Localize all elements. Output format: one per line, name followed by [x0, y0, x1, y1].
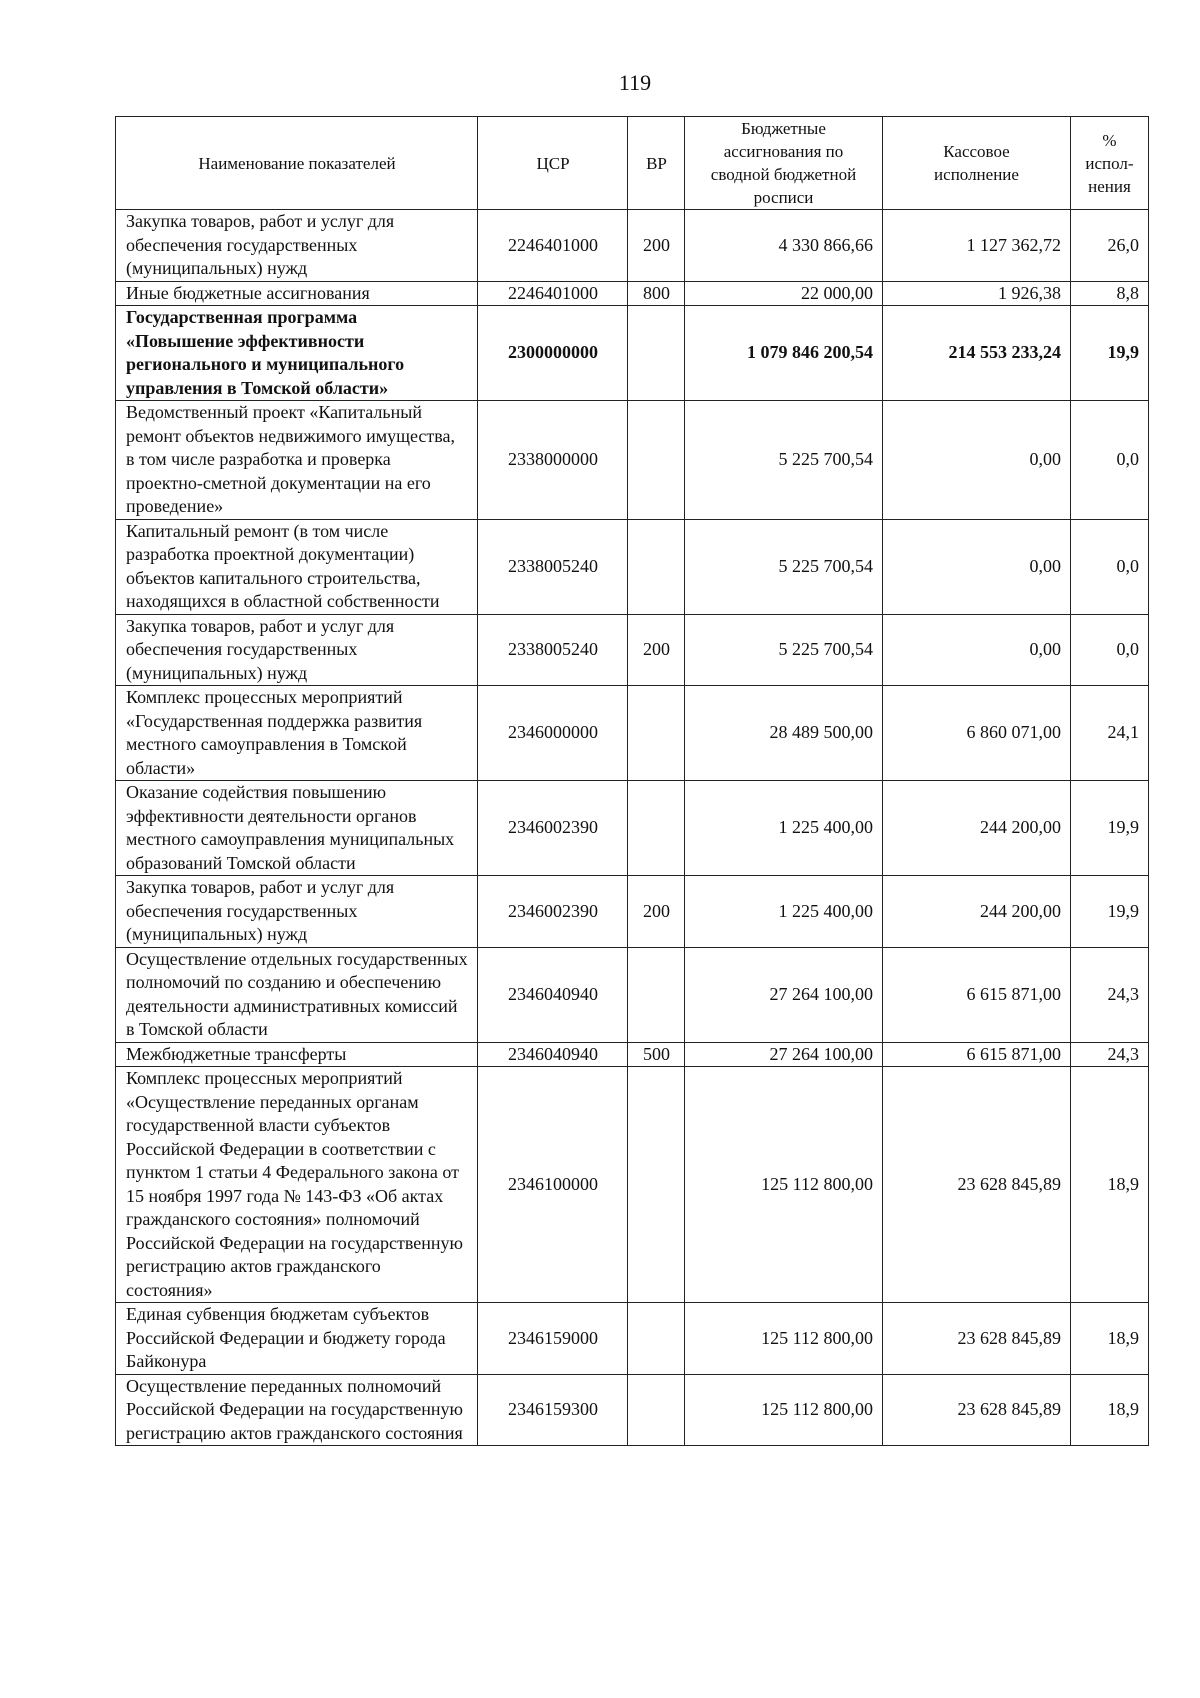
row-name-cell: Ведомственный проект «Капитальный ремонт объектов недвижимого имущества, в том числе разработка и проверка проектно-сметной документации на его проведение» — [116, 401, 478, 520]
row-vr-cell — [628, 1067, 685, 1303]
row-csr-cell: 2346100000 — [478, 1067, 628, 1303]
row-vr-cell — [628, 947, 685, 1042]
budget-table — [115, 116, 1149, 1446]
row-percent-cell: 18,9 — [1071, 1374, 1149, 1446]
row-csr-cell: 2346040940 — [478, 1042, 628, 1067]
row-name-cell: Осуществление отдельных государственных полномочий по созданию и обеспечению деятельности административных комиссий в Томской области — [116, 947, 478, 1042]
row-budget-cell: 28 489 500,00 — [685, 686, 883, 781]
table-row — [116, 781, 1149, 876]
row-budget-cell: 4 330 866,66 — [685, 210, 883, 282]
row-vr-cell: 200 — [628, 210, 685, 282]
row-name-cell: Закупка товаров, работ и услуг для обеспечения государственных (муниципальных) нужд — [116, 614, 478, 686]
row-csr-cell: 2300000000 — [478, 306, 628, 401]
header-name: Наименование показателей — [116, 117, 478, 210]
table-row — [116, 1042, 1149, 1067]
row-percent-cell: 24,3 — [1071, 947, 1149, 1042]
row-csr-cell: 2346000000 — [478, 686, 628, 781]
table-body — [116, 210, 1149, 1446]
row-cash-cell: 6 615 871,00 — [883, 1042, 1071, 1067]
row-budget-cell: 27 264 100,00 — [685, 1042, 883, 1067]
row-budget-cell: 125 112 800,00 — [685, 1303, 883, 1375]
row-cash-cell: 1 926,38 — [883, 281, 1071, 306]
table-row — [116, 1067, 1149, 1303]
row-budget-cell: 125 112 800,00 — [685, 1374, 883, 1446]
row-name-cell: Закупка товаров, работ и услуг для обеспечения государственных (муниципальных) нужд — [116, 210, 478, 282]
row-name-cell: Комплекс процессных мероприятий «Осуществление переданных органам государственной власти субъектов Российской Федерации в соответствии с пунктом 1 статьи 4 Федерального закона от 15 ноября 1997 года № 143-ФЗ «Об актах гражданского состояния» полномочий Российской Федерации на государственную регистрацию актов гражданского состояния» — [116, 1067, 478, 1303]
row-vr-cell — [628, 401, 685, 520]
row-vr-cell — [628, 686, 685, 781]
row-budget-cell: 1 079 846 200,54 — [685, 306, 883, 401]
table-row — [116, 1303, 1149, 1375]
row-vr-cell — [628, 1303, 685, 1375]
row-budget-cell: 5 225 700,54 — [685, 614, 883, 686]
row-name-cell: Единая субвенция бюджетам субъектов Российской Федерации и бюджету города Байконура — [116, 1303, 478, 1375]
row-percent-cell: 8,8 — [1071, 281, 1149, 306]
row-cash-cell: 6 615 871,00 — [883, 947, 1071, 1042]
table-row — [116, 519, 1149, 614]
row-name-cell: Осуществление переданных полномочий Российской Федерации на государственную регистрацию актов гражданского состояния — [116, 1374, 478, 1446]
row-name-cell: Иные бюджетные ассигнования — [116, 281, 478, 306]
table-row — [116, 614, 1149, 686]
header-cash: Кассовое исполнение — [883, 117, 1071, 210]
row-budget-cell: 27 264 100,00 — [685, 947, 883, 1042]
table-row — [116, 1374, 1149, 1446]
row-vr-cell: 800 — [628, 281, 685, 306]
row-cash-cell: 23 628 845,89 — [883, 1067, 1071, 1303]
row-percent-cell: 18,9 — [1071, 1303, 1149, 1375]
row-csr-cell: 2246401000 — [478, 210, 628, 282]
row-vr-cell — [628, 1374, 685, 1446]
table-row — [116, 306, 1149, 401]
row-csr-cell: 2338000000 — [478, 401, 628, 520]
table-row — [116, 210, 1149, 282]
row-cash-cell: 1 127 362,72 — [883, 210, 1071, 282]
row-csr-cell: 2246401000 — [478, 281, 628, 306]
row-budget-cell: 1 225 400,00 — [685, 876, 883, 948]
table-row — [116, 281, 1149, 306]
row-cash-cell: 23 628 845,89 — [883, 1303, 1071, 1375]
header-csr: ЦСР — [478, 117, 628, 210]
row-cash-cell: 0,00 — [883, 401, 1071, 520]
row-percent-cell: 18,9 — [1071, 1067, 1149, 1303]
row-cash-cell: 214 553 233,24 — [883, 306, 1071, 401]
row-percent-cell: 19,9 — [1071, 781, 1149, 876]
row-name-cell: Оказание содействия повышению эффективности деятельности органов местного самоуправления муниципальных образований Томской области — [116, 781, 478, 876]
row-csr-cell: 2346002390 — [478, 876, 628, 948]
row-budget-cell: 125 112 800,00 — [685, 1067, 883, 1303]
table-header-row — [116, 117, 1149, 210]
header-budget: Бюджетные ассигнования по сводной бюджетной росписи — [685, 117, 883, 210]
header-percent: % испол-нения — [1071, 117, 1149, 210]
row-vr-cell — [628, 781, 685, 876]
row-percent-cell: 0,0 — [1071, 401, 1149, 520]
row-vr-cell: 200 — [628, 876, 685, 948]
row-csr-cell: 2346002390 — [478, 781, 628, 876]
row-name-cell: Закупка товаров, работ и услуг для обеспечения государственных (муниципальных) нужд — [116, 876, 478, 948]
row-name-cell: Комплекс процессных мероприятий «Государственная поддержка развития местного самоуправления в Томской области» — [116, 686, 478, 781]
row-budget-cell: 5 225 700,54 — [685, 401, 883, 520]
row-vr-cell: 200 — [628, 614, 685, 686]
row-cash-cell: 23 628 845,89 — [883, 1374, 1071, 1446]
table-row — [116, 686, 1149, 781]
row-csr-cell: 2346159000 — [478, 1303, 628, 1375]
row-csr-cell: 2346040940 — [478, 947, 628, 1042]
row-budget-cell: 1 225 400,00 — [685, 781, 883, 876]
row-percent-cell: 26,0 — [1071, 210, 1149, 282]
row-vr-cell: 500 — [628, 1042, 685, 1067]
row-percent-cell: 24,3 — [1071, 1042, 1149, 1067]
row-name-cell: Государственная программа «Повышение эффективности регионального и муниципального управления в Томской области» — [116, 306, 478, 401]
row-cash-cell: 244 200,00 — [883, 781, 1071, 876]
row-csr-cell: 2338005240 — [478, 519, 628, 614]
row-percent-cell: 24,1 — [1071, 686, 1149, 781]
row-cash-cell: 0,00 — [883, 614, 1071, 686]
header-vr: ВР — [628, 117, 685, 210]
table-row — [116, 876, 1149, 948]
row-percent-cell: 0,0 — [1071, 519, 1149, 614]
row-csr-cell: 2346159300 — [478, 1374, 628, 1446]
row-vr-cell — [628, 519, 685, 614]
page-number: 119 — [618, 70, 652, 95]
row-cash-cell: 244 200,00 — [883, 876, 1071, 948]
row-budget-cell: 5 225 700,54 — [685, 519, 883, 614]
row-budget-cell: 22 000,00 — [685, 281, 883, 306]
row-percent-cell: 0,0 — [1071, 614, 1149, 686]
table-row — [116, 947, 1149, 1042]
row-percent-cell: 19,9 — [1071, 306, 1149, 401]
row-cash-cell: 6 860 071,00 — [883, 686, 1071, 781]
row-percent-cell: 19,9 — [1071, 876, 1149, 948]
row-vr-cell — [628, 306, 685, 401]
table-row — [116, 401, 1149, 520]
row-name-cell: Капитальный ремонт (в том числе разработка проектной документации) объектов капитального строительства, находящихся в областной собственности — [116, 519, 478, 614]
row-cash-cell: 0,00 — [883, 519, 1071, 614]
row-name-cell: Межбюджетные трансферты — [116, 1042, 478, 1067]
row-csr-cell: 2338005240 — [478, 614, 628, 686]
